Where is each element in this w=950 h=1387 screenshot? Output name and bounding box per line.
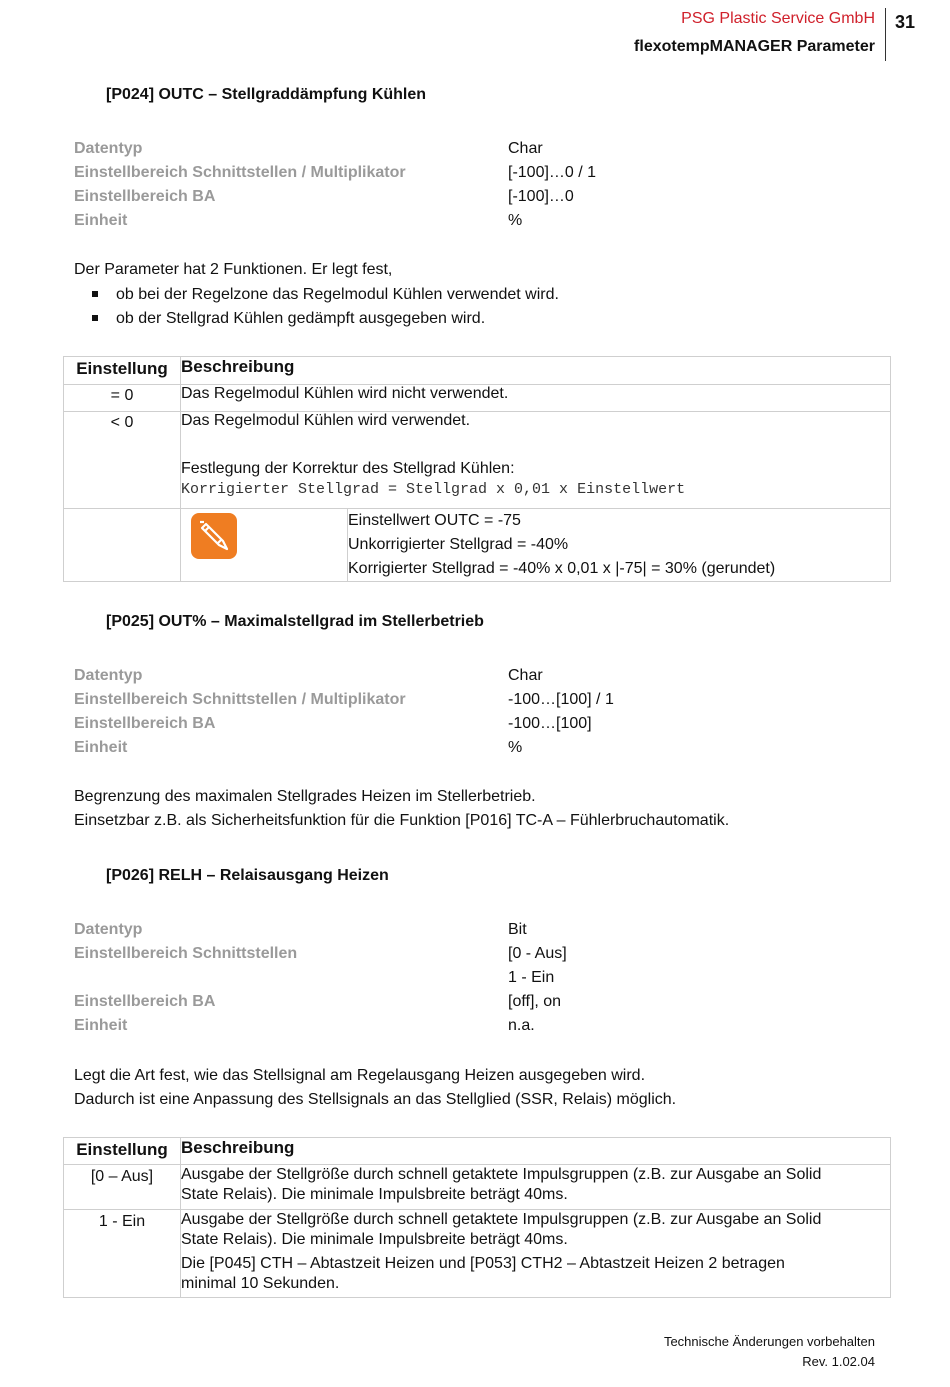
- company-name: PSG Plastic Service GmbH: [681, 10, 875, 27]
- property-row: [74, 188, 874, 212]
- property-label: Einstellbereich BA: [74, 715, 216, 732]
- property-value: [0 - Aus]: [508, 945, 567, 962]
- property-label: Einheit: [74, 212, 128, 229]
- section-heading-p025: [P025] OUT% – Maximalstellgrad im Stellerbetrieb: [106, 613, 484, 630]
- property-value: Bit: [508, 921, 527, 938]
- property-value: %: [508, 212, 523, 229]
- property-value: [off], on: [508, 993, 562, 1010]
- setting-cell: < 0: [64, 412, 181, 509]
- property-row: [74, 212, 874, 236]
- property-row: [74, 691, 874, 715]
- formula-intro: Festlegung der Korrektur des Stellgrad Kühlen:: [181, 460, 515, 477]
- table-row: [64, 385, 891, 412]
- bullet-square-icon: [92, 291, 98, 297]
- property-row: [74, 969, 874, 993]
- property-row: [74, 739, 874, 763]
- property-row: [74, 140, 874, 164]
- property-value: %: [508, 739, 523, 756]
- description-line: Ausgabe der Stellgröße durch schnell getaktete Impulsgruppen (z.B. zur Ausgabe an Solid: [181, 1166, 822, 1183]
- property-value: -100…[100] / 1: [508, 691, 614, 708]
- description-line: State Relais). Die minimale Impulsbreite beträgt 40ms.: [181, 1186, 568, 1203]
- pencil-icon: [191, 513, 237, 559]
- table-row: [64, 1165, 891, 1210]
- bullet-text: ob bei der Regelzone das Regelmodul Kühlen verwendet wird.: [116, 286, 559, 303]
- description-text: Das Regelmodul Kühlen wird verwendet.: [181, 412, 471, 429]
- property-label: Einstellbereich Schnittstellen: [74, 945, 298, 962]
- note-line: Die [P045] CTH – Abtastzeit Heizen und [P053] CTH2 – Abtastzeit Heizen 2 betragen: [181, 1255, 785, 1272]
- property-value: [-100]…0 / 1: [508, 164, 597, 181]
- body-text: Legt die Art fest, wie das Stellsignal am Regelausgang Heizen ausgegeben wird.: [74, 1067, 646, 1084]
- property-value: Char: [508, 667, 543, 684]
- setting-cell: [0 – Aus]: [64, 1165, 181, 1210]
- property-row: [74, 921, 874, 945]
- intro-text: Der Parameter hat 2 Funktionen. Er legt fest,: [74, 261, 393, 278]
- property-label: Einheit: [74, 739, 128, 756]
- description-line: Ausgabe der Stellgröße durch schnell getaktete Impulsgruppen (z.B. zur Ausgabe an Solid: [181, 1211, 822, 1228]
- property-row: [74, 164, 874, 188]
- column-header-description: Beschreibung: [181, 1138, 891, 1165]
- settings-table-p026: [63, 1137, 891, 1298]
- property-row: [74, 1017, 874, 1041]
- table-row: [64, 1210, 891, 1298]
- property-row: [74, 667, 874, 691]
- example-row: [64, 509, 891, 582]
- note-line: minimal 10 Sekunden.: [181, 1275, 340, 1292]
- table-header-row: [64, 357, 891, 385]
- column-header-description: Beschreibung: [181, 357, 891, 385]
- section-heading-p024: [P024] OUTC – Stellgraddämpfung Kühlen: [106, 86, 427, 103]
- column-header-setting: Einstellung: [64, 1138, 181, 1165]
- section-heading-p026: [P026] RELH – Relaisausgang Heizen: [106, 867, 389, 884]
- pencil-note-icon: [191, 513, 237, 559]
- example-line: Einstellwert OUTC = -75: [348, 512, 521, 529]
- property-label: Einheit: [74, 1017, 128, 1034]
- bullet-item: [92, 286, 559, 304]
- property-row: [74, 945, 874, 969]
- description-cell: [181, 1210, 891, 1298]
- setting-cell: 1 - Ein: [64, 1210, 181, 1298]
- description-cell: [181, 1165, 891, 1210]
- property-label: Einstellbereich Schnittstellen / Multiplikator: [74, 691, 406, 708]
- body-text: Einsetzbar z.B. als Sicherheitsfunktion für die Funktion [P016] TC-A – Fühlerbruchautomatik.: [74, 812, 730, 829]
- property-label: Datentyp: [74, 921, 143, 938]
- body-text: Dadurch ist eine Anpassung des Stellsignals an das Stellglied (SSR, Relais) möglich.: [74, 1091, 677, 1108]
- property-label: Einstellbereich BA: [74, 993, 216, 1010]
- formula-text: Korrigierter Stellgrad = Stellgrad x 0,01 x Einstellwert: [181, 481, 686, 498]
- property-value: Char: [508, 140, 543, 157]
- example-line: Korrigierter Stellgrad = -40% x 0,01 x |-75| = 30% (gerundet): [348, 560, 776, 577]
- property-value: 1 - Ein: [508, 969, 555, 986]
- table-row: [64, 412, 891, 509]
- table-header-row: [64, 1138, 891, 1165]
- example-text-cell: [348, 509, 891, 582]
- property-value: [-100]…0: [508, 188, 574, 205]
- example-line: Unkorrigierter Stellgrad = -40%: [348, 536, 569, 553]
- header-divider: [885, 8, 886, 61]
- property-label: Datentyp: [74, 140, 143, 157]
- bullet-item: [92, 310, 485, 328]
- bullet-text: ob der Stellgrad Kühlen gedämpft ausgegeben wird.: [116, 310, 486, 327]
- body-text: Begrenzung des maximalen Stellgrades Heizen im Stellerbetrieb.: [74, 788, 536, 805]
- example-icon-cell: [181, 509, 348, 582]
- settings-table-p024: [63, 356, 891, 582]
- bullet-square-icon: [92, 315, 98, 321]
- description-cell: Das Regelmodul Kühlen wird nicht verwendet.: [181, 385, 891, 412]
- property-row: [74, 715, 874, 739]
- description-line: State Relais). Die minimale Impulsbreite beträgt 40ms.: [181, 1231, 568, 1248]
- property-label: Datentyp: [74, 667, 143, 684]
- property-row: [74, 993, 874, 1017]
- property-label: Einstellbereich BA: [74, 188, 216, 205]
- empty-cell: [64, 509, 181, 582]
- setting-cell: = 0: [64, 385, 181, 412]
- column-header-setting: Einstellung: [64, 357, 181, 385]
- property-label: Einstellbereich Schnittstellen / Multiplikator: [74, 164, 406, 181]
- description-cell: [181, 412, 891, 509]
- property-value: -100…[100]: [508, 715, 592, 732]
- document-title: flexotempMANAGER Parameter: [634, 38, 875, 55]
- page-number: 31: [895, 12, 916, 32]
- footer-revision: Rev. 1.02.04: [802, 1354, 875, 1369]
- property-value: n.a.: [508, 1017, 535, 1034]
- footer-disclaimer: Technische Änderungen vorbehalten: [663, 1334, 875, 1349]
